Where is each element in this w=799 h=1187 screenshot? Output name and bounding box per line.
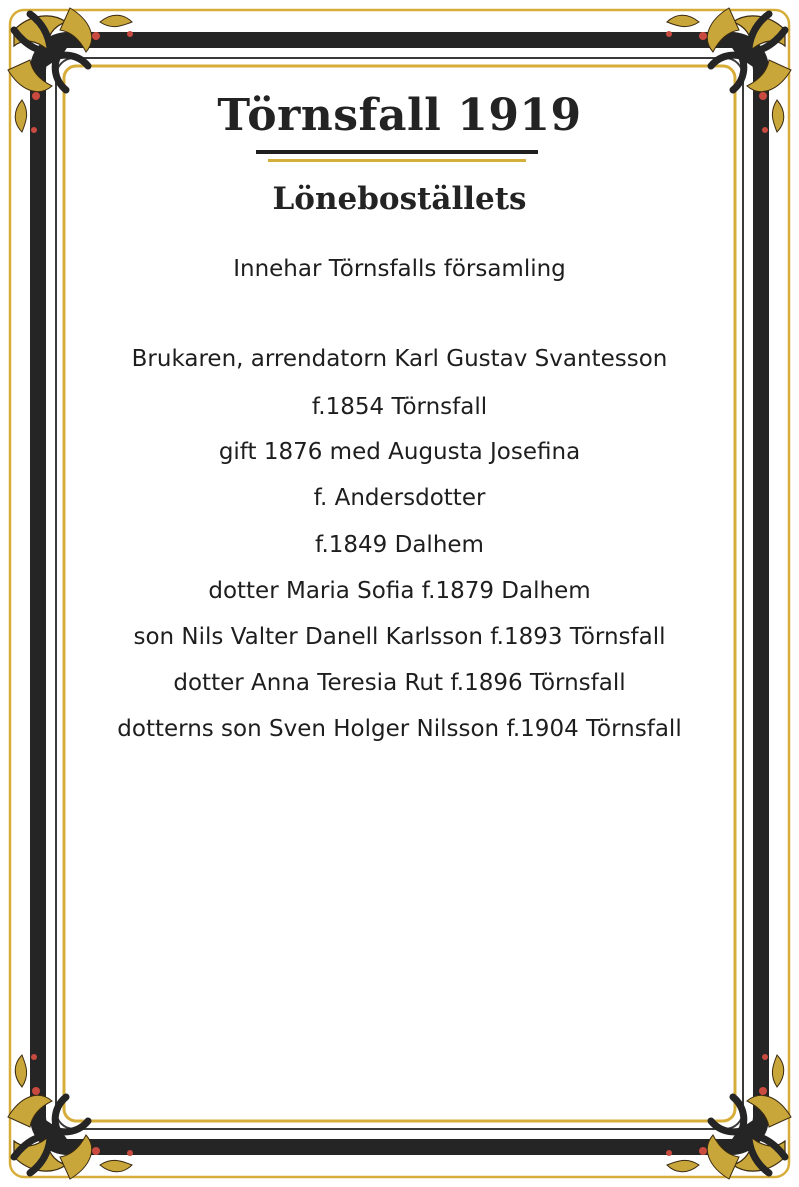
text-line: dotter Anna Teresia Rut f.1896 Törnsfall xyxy=(173,670,626,696)
document-subtitle: Löneboställets xyxy=(272,181,527,217)
title-underline-dark xyxy=(256,150,538,154)
title-underline-gold xyxy=(268,159,526,162)
text-line: dotterns son Sven Holger Nilsson f.1904 Törnsfall xyxy=(117,716,682,742)
text-line: f. Andersdotter xyxy=(313,485,486,511)
text-line: Brukaren, arrendatorn Karl Gustav Svantesson xyxy=(131,346,668,372)
text-line: f.1854 Törnsfall xyxy=(311,394,488,420)
text-line: f.1849 Dalhem xyxy=(315,532,484,558)
text-line: gift 1876 med Augusta Josefina xyxy=(218,439,581,465)
text-line: son Nils Valter Danell Karlsson f.1893 Törnsfall xyxy=(133,624,666,650)
text-line: dotter Maria Sofia f.1879 Dalhem xyxy=(208,578,591,604)
document-title: Törnsfall 1919 xyxy=(217,90,582,141)
owner-line: Innehar Törnsfalls församling xyxy=(233,256,566,282)
